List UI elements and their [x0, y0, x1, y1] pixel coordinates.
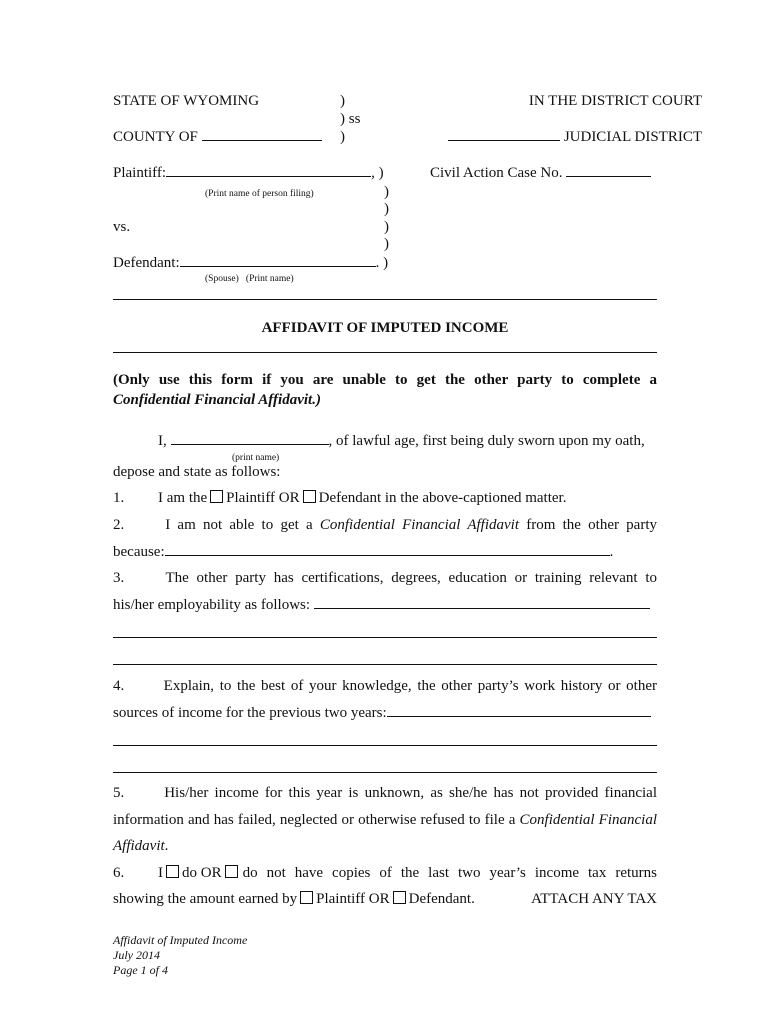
- intro-line: [158, 432, 645, 450]
- item-text: Confidential Financial Affidavit: [319, 517, 520, 533]
- item-4: [113, 677, 657, 695]
- income-history-field-3[interactable]: [113, 772, 657, 773]
- item-6-line2: [113, 890, 657, 908]
- district-label: [448, 128, 702, 146]
- income-line: [113, 704, 651, 722]
- paren: ): [340, 129, 345, 145]
- item-5: [113, 784, 657, 802]
- item-text: I am not able to get a: [165, 517, 313, 533]
- item-number: 3.: [113, 570, 125, 586]
- item-text: I am the: [158, 490, 208, 506]
- item-text: Confidential Financial: [519, 812, 657, 828]
- district-field[interactable]: [448, 128, 560, 141]
- because-field[interactable]: [165, 543, 610, 556]
- paren: ): [384, 201, 389, 217]
- instruction-line1: (Only use this form if you are unable to get the other party to complete a: [113, 372, 657, 388]
- income-history-field[interactable]: [387, 704, 651, 717]
- income-history-field-2[interactable]: [113, 745, 657, 746]
- plaintiff-field[interactable]: [166, 164, 371, 177]
- item-text: His/her income for this year is unknown, as she/he has not provided financial: [164, 785, 658, 801]
- case-no-label: Civil Action Case No.: [430, 165, 563, 181]
- item-number: 1.: [113, 490, 125, 506]
- item-5-line3: Affidavit.: [113, 838, 169, 854]
- vs-label: vs.: [113, 219, 131, 235]
- defendant-line: Defendant: . ): [113, 255, 389, 271]
- defendant-hint: (Spouse) (Print name): [205, 274, 294, 284]
- plaintiff-tax-checkbox[interactable]: [300, 891, 313, 904]
- divider: [113, 352, 657, 353]
- district-text: JUDICIAL DISTRICT: [563, 129, 702, 145]
- instruction-line2: Confidential Financial Affidavit.): [113, 392, 321, 408]
- item-number: 5.: [113, 785, 125, 801]
- item-number: 6.: [113, 865, 125, 881]
- item-text: information and has failed, neglected or otherwise refused to file a: [113, 812, 516, 828]
- employability-field-2[interactable]: [113, 637, 657, 638]
- item-text: Defendant in the above-captioned matter.: [318, 490, 567, 506]
- employability-field-3[interactable]: [113, 664, 657, 665]
- defendant-field[interactable]: [180, 254, 376, 267]
- plaintiff-line: Plaintiff: , ): [113, 165, 384, 181]
- paren: ): [340, 93, 345, 109]
- item-text: showing the amount earned by: [113, 891, 298, 907]
- item-text: Affidavit: [113, 838, 165, 854]
- item-6: [113, 864, 657, 882]
- item-text: his/her employability as follows:: [113, 597, 311, 613]
- print-name-field[interactable]: [171, 432, 329, 445]
- item-2: [113, 516, 657, 534]
- item-text: The other party has certifications, degrees, education or training relevant to: [165, 570, 657, 586]
- item-text: from the other party: [526, 517, 658, 533]
- ss-label: ) ss: [340, 111, 361, 127]
- county-field[interactable]: [202, 128, 322, 141]
- do-checkbox[interactable]: [166, 865, 179, 878]
- item-5-line2: [113, 811, 657, 829]
- item-text: Defendant.: [408, 891, 475, 907]
- employability-line: [113, 596, 650, 614]
- divider: [113, 299, 657, 300]
- depose-text: depose and state as follows:: [113, 464, 281, 480]
- county-label: [113, 128, 322, 146]
- county-text: COUNTY OF: [113, 129, 198, 145]
- paren: ): [384, 236, 389, 252]
- court-label: IN THE DISTRICT COURT: [528, 93, 702, 109]
- item-1: [113, 489, 566, 507]
- item-text: Plaintiff OR: [316, 891, 390, 907]
- item-number: 4.: [113, 678, 125, 694]
- intro-i: I,: [158, 433, 167, 449]
- item-text: because:: [113, 544, 165, 560]
- case-no-field[interactable]: [566, 164, 651, 177]
- employability-field[interactable]: [314, 596, 650, 609]
- footer-date: July 2014: [113, 948, 160, 962]
- case-no-line: [430, 164, 651, 182]
- footer-page: Page 1 of 4: [113, 963, 168, 977]
- footer-title: Affidavit of Imputed Income: [113, 933, 248, 947]
- item-text: sources of income for the previous two years:: [113, 705, 387, 721]
- print-name-hint: (print name): [232, 453, 280, 463]
- plaintiff-checkbox[interactable]: [210, 490, 223, 503]
- item-3: [113, 569, 657, 587]
- item-text: do not have copies of the last two year’s income tax returns: [242, 865, 657, 881]
- do-not-checkbox[interactable]: [225, 865, 238, 878]
- paren: ): [384, 184, 389, 200]
- item-text: ATTACH ANY TAX: [531, 891, 657, 907]
- paren: ): [384, 219, 389, 235]
- because-line: because: .: [113, 544, 614, 560]
- plaintiff-hint: (Print name of person filing): [205, 189, 314, 199]
- defendant-checkbox[interactable]: [303, 490, 316, 503]
- item-text: do OR: [182, 865, 222, 881]
- plaintiff-label: Plaintiff:: [113, 165, 167, 181]
- defendant-tax-checkbox[interactable]: [393, 891, 406, 904]
- defendant-label: Defendant:: [113, 255, 180, 271]
- item-text: I: [158, 865, 163, 881]
- page-title: AFFIDAVIT OF IMPUTED INCOME: [261, 320, 509, 336]
- item-text: Explain, to the best of your knowledge, the other party’s work history or other: [163, 678, 657, 694]
- state-label: STATE OF WYOMING: [113, 93, 260, 109]
- item-number: 2.: [113, 517, 125, 533]
- item-text: Plaintiff OR: [226, 490, 300, 506]
- intro-rest: , of lawful age, first being duly sworn upon my oath,: [328, 433, 645, 449]
